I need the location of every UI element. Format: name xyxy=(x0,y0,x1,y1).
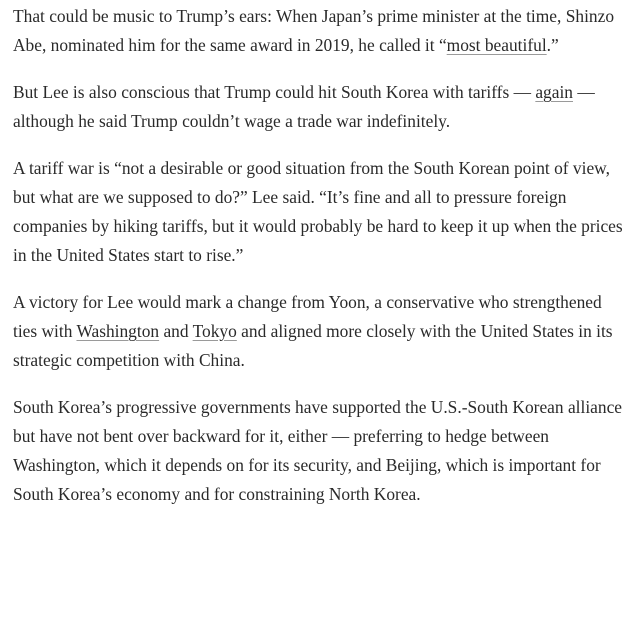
paragraph-4-text-end: and aligned more closely with the United States in its strategic competition with China. xyxy=(13,321,613,370)
again-link[interactable]: again xyxy=(535,82,573,102)
paragraph-2 xyxy=(13,78,629,136)
washington-link[interactable]: Washington xyxy=(76,321,160,341)
paragraph-4-text-start: A victory for Lee would mark a change from Yoon, a conservative who strengthened ties with xyxy=(13,292,602,341)
paragraph-1-text-start: That could be music to Trump’s ears: When Japan’s prime minister at the time, Shinzo Abe, nominated him for the same award in 2019, he called it “ xyxy=(13,6,615,55)
tokyo-link[interactable]: Tokyo xyxy=(192,321,237,341)
paragraph-5: South Korea’s progressive governments have supported the U.S.-South Korean alliance but have not bent over backward for it, either — preferring to hedge between Washington, which it depends on for its security, and Beijing, which is important for South Korea’s economy and for constraining North Korea. xyxy=(13,397,623,504)
paragraph-3: A tariff war is “not a desirable or good situation from the South Korean point of view, but what are we supposed to do?” Lee said. “It’s fine and all to pressure foreign companies by hiking tariffs, but it would probably be hard to keep it up when the prices in the United States start to rise.” xyxy=(13,158,623,265)
paragraph-4 xyxy=(13,288,629,375)
paragraph-1 xyxy=(13,2,629,60)
paragraph-2-text-end: — although he said Trump couldn’t wage a trade war indefinitely. xyxy=(13,82,595,131)
paragraph-2-text-start: But Lee is also conscious that Trump could hit South Korea with tariffs — xyxy=(13,82,536,102)
most-beautiful-link[interactable]: most beautiful xyxy=(446,35,547,55)
paragraph-1-text-end: .” xyxy=(546,35,559,55)
paragraph-4-text-middle: and xyxy=(159,321,193,341)
